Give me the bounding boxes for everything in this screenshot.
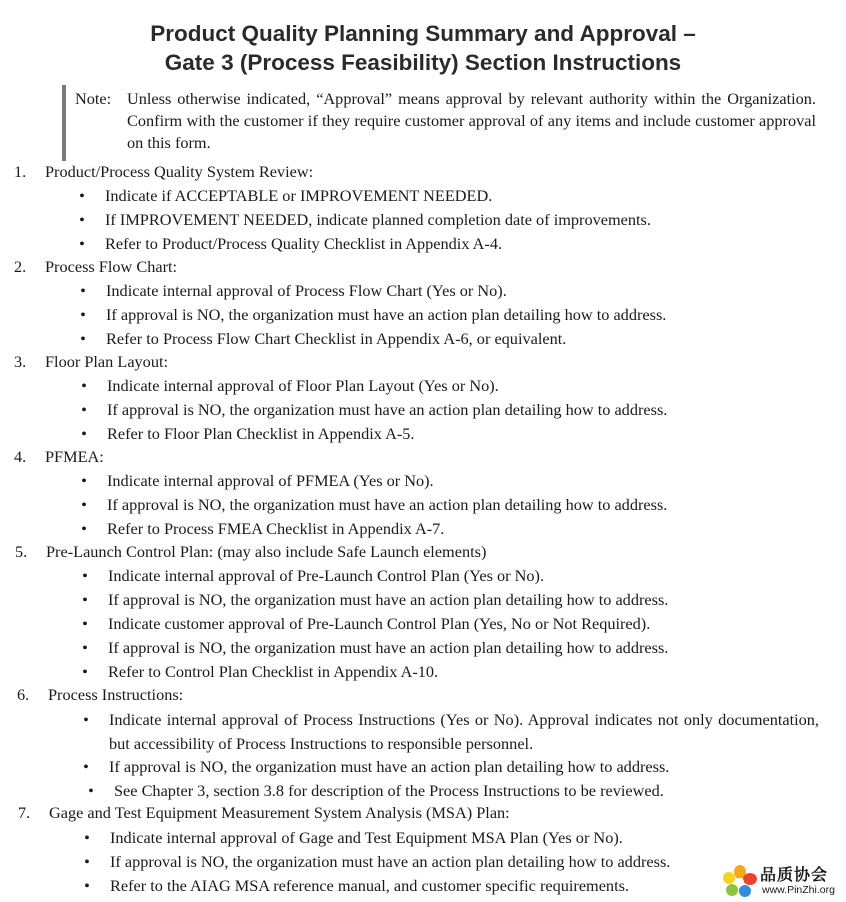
list-item <box>84 826 623 850</box>
list-item-text: Indicate internal approval of Gage and Test Equipment MSA Plan (Yes or No). <box>110 828 623 847</box>
section-title: Pre-Launch Control Plan: (may also include Safe Launch elements) <box>46 542 487 561</box>
list-item-text: Refer to the AIAG MSA reference manual, and customer specific requirements. <box>110 876 630 895</box>
section-1-heading <box>14 161 313 183</box>
note-block <box>75 88 816 154</box>
bullet-icon: • <box>79 234 85 253</box>
list-item-text: If approval is NO, the organization must have an action plan detailing how to address. <box>110 852 671 871</box>
bullet-icon: • <box>80 305 86 324</box>
bullet-icon: • <box>79 210 85 229</box>
list-item <box>81 469 434 493</box>
section-2-heading <box>14 256 177 278</box>
section-number: 2. <box>14 257 27 276</box>
list-item <box>82 612 651 636</box>
list-item-text: Refer to Floor Plan Checklist in Appendix A-5. <box>107 424 415 443</box>
list-item-text: If IMPROVEMENT NEEDED, indicate planned completion date of improvements. <box>105 210 651 229</box>
page-title-line-2: Gate 3 (Process Feasibility) Section Instructions <box>164 50 682 75</box>
bullet-icon: • <box>84 828 90 847</box>
list-item-text: If approval is NO, the organization must have an action plan detailing how to address. <box>108 590 669 609</box>
list-item-text: Indicate internal approval of Process Flow Chart (Yes or No). <box>106 281 507 300</box>
list-item <box>81 517 445 541</box>
list-item <box>80 279 507 303</box>
list-item-text: Refer to Process FMEA Checklist in Appendix A-7. <box>107 519 445 538</box>
section-7-heading <box>18 802 510 824</box>
bullet-icon: • <box>83 710 89 729</box>
list-item <box>79 208 651 232</box>
bullet-icon: • <box>84 852 90 871</box>
bullet-icon: • <box>81 400 87 419</box>
section-5-heading <box>15 541 486 563</box>
section-6-heading <box>17 684 183 706</box>
list-item-text: Indicate internal approval of PFMEA (Yes or No). <box>107 471 434 490</box>
watermark-name: 品质协会 <box>760 865 829 884</box>
bullet-icon: • <box>81 495 87 514</box>
list-item <box>84 850 671 874</box>
list-item <box>83 708 819 755</box>
section-title: PFMEA: <box>45 447 104 466</box>
list-item-text: Indicate customer approval of Pre-Launch Control Plan (Yes, No or Not Required). <box>108 614 651 633</box>
watermark-logo <box>722 862 844 900</box>
section-number: 6. <box>17 685 30 704</box>
section-number: 4. <box>14 447 27 466</box>
list-item <box>81 374 499 398</box>
section-number: 3. <box>14 352 27 371</box>
list-item <box>81 422 415 446</box>
list-item <box>80 327 567 351</box>
bullet-icon: • <box>80 281 86 300</box>
list-item-text: If approval is NO, the organization must have an action plan detailing how to address. <box>106 305 667 324</box>
list-item-text: Refer to Process Flow Chart Checklist in Appendix A-6, or equivalent. <box>106 329 567 348</box>
list-item <box>82 636 669 660</box>
bullet-icon: • <box>79 186 85 205</box>
flower-logo-icon <box>722 864 758 898</box>
list-item-text: Refer to Control Plan Checklist in Appendix A-10. <box>108 662 439 681</box>
list-item <box>84 874 630 898</box>
list-item <box>79 232 503 256</box>
section-title: Process Instructions: <box>48 685 184 704</box>
bullet-icon: • <box>81 376 87 395</box>
list-item <box>82 588 669 612</box>
section-title: Product/Process Quality System Review: <box>45 162 314 181</box>
watermark-url: www.PinZhi.org <box>762 884 835 896</box>
note-label: Note: <box>75 89 112 108</box>
list-item-text: See Chapter 3, section 3.8 for description of the Process Instructions to be reviewed. <box>114 781 664 800</box>
list-item-text: If approval is NO, the organization must have an action plan detailing how to address. <box>107 495 668 514</box>
bullet-icon: • <box>80 329 86 348</box>
bullet-icon: • <box>84 876 90 895</box>
bullet-icon: • <box>81 471 87 490</box>
list-item-text: If approval is NO, the organization must have an action plan detailing how to address. <box>107 400 668 419</box>
list-item <box>83 755 670 779</box>
bullet-icon: • <box>82 590 88 609</box>
section-number: 7. <box>18 803 31 822</box>
bullet-icon: • <box>81 424 87 443</box>
section-4-heading <box>14 446 104 468</box>
list-item-text: Indicate internal approval of Process Instructions (Yes or No). Approval indicates not only documentation, but accessibility of Process Instructions to responsible personnel. <box>109 710 819 753</box>
list-item <box>80 303 667 327</box>
bullet-icon: • <box>83 757 89 776</box>
list-item <box>79 184 493 208</box>
bullet-icon: • <box>82 662 88 681</box>
note-margin-bar <box>62 85 66 161</box>
list-item <box>82 660 439 684</box>
list-item-text: Indicate internal approval of Pre-Launch Control Plan (Yes or No). <box>108 566 545 585</box>
section-title: Process Flow Chart: <box>45 257 178 276</box>
bullet-icon: • <box>81 519 87 538</box>
list-item <box>81 398 668 422</box>
section-title: Floor Plan Layout: <box>45 352 169 371</box>
list-item-text: Indicate if ACCEPTABLE or IMPROVEMENT NEEDED. <box>105 186 493 205</box>
list-item <box>81 493 668 517</box>
list-item <box>88 779 664 803</box>
list-item-text: If approval is NO, the organization must have an action plan detailing how to address. <box>108 638 669 657</box>
bullet-icon: • <box>82 566 88 585</box>
section-number: 1. <box>14 162 27 181</box>
list-item-text: If approval is NO, the organization must have an action plan detailing how to address. <box>109 757 670 776</box>
list-item <box>82 564 545 588</box>
bullet-icon: • <box>82 638 88 657</box>
list-item-text: Refer to Product/Process Quality Checklist in Appendix A-4. <box>105 234 503 253</box>
page-title-line-1: Product Quality Planning Summary and Approval – <box>150 21 696 46</box>
bullet-icon: • <box>88 781 94 800</box>
section-number: 5. <box>15 542 28 561</box>
bullet-icon: • <box>82 614 88 633</box>
section-3-heading <box>14 351 168 373</box>
section-title: Gage and Test Equipment Measurement System Analysis (MSA) Plan: <box>49 803 510 822</box>
list-item-text: Indicate internal approval of Floor Plan Layout (Yes or No). <box>107 376 499 395</box>
note-text: Unless otherwise indicated, “Approval” means approval by relevant authority within the Organization. Confirm with the customer if they require customer approval of any items and include customer approval on this form. <box>127 89 816 152</box>
